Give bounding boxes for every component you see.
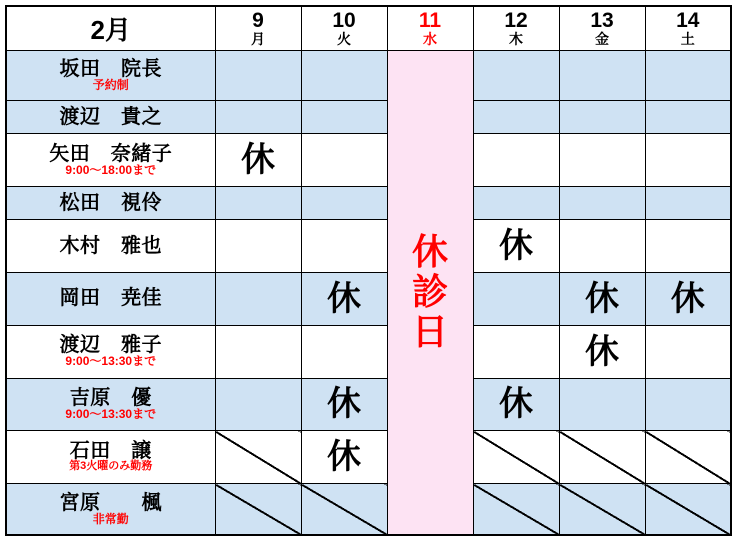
schedule-cell[interactable] [301, 50, 387, 101]
day-off-mark: 休 [327, 279, 361, 318]
schedule-cell[interactable] [645, 134, 731, 187]
staff-name-cell [6, 50, 215, 101]
staff-name: 渡辺 貴之 [59, 105, 162, 128]
day-header-14 [645, 6, 731, 50]
schedule-cell[interactable] [301, 378, 387, 431]
schedule-cell[interactable] [645, 187, 731, 220]
schedule-cell[interactable] [559, 187, 645, 220]
closed-day-char: 日 [411, 311, 448, 353]
schedule-cell[interactable] [473, 378, 559, 431]
day-number: 10 [332, 8, 356, 32]
schedule-cell[interactable] [473, 187, 559, 220]
schedule-cell[interactable] [645, 50, 731, 101]
schedule-cell[interactable] [473, 134, 559, 187]
staff-note: 9:00〜13:30まで [65, 407, 157, 422]
day-number: 13 [590, 8, 614, 32]
closed-day-char: 休 [411, 230, 448, 272]
schedule-cell[interactable] [473, 431, 559, 484]
day-weekday: 金 [595, 30, 609, 47]
schedule-cell[interactable] [301, 325, 387, 378]
table-row [6, 431, 731, 484]
day-off-mark: 休 [585, 332, 619, 371]
schedule-cell[interactable] [645, 378, 731, 431]
staff-name-cell [6, 431, 215, 484]
day-off-mark: 休 [499, 385, 533, 424]
schedule-cell[interactable] [301, 220, 387, 273]
schedule-cell[interactable] [301, 272, 387, 325]
table-row [6, 134, 731, 187]
day-off-mark: 休 [499, 227, 533, 266]
staff-name: 宮原 楓 [59, 491, 162, 514]
staff-schedule-table [5, 5, 732, 536]
schedule-cell[interactable] [301, 484, 387, 535]
staff-name-cell [6, 187, 215, 220]
day-off-mark: 休 [327, 438, 361, 477]
schedule-cell[interactable] [645, 272, 731, 325]
schedule-cell[interactable] [645, 101, 731, 134]
schedule-cell[interactable] [215, 325, 301, 378]
schedule-cell[interactable] [473, 325, 559, 378]
staff-note: 予約制 [92, 78, 129, 93]
staff-name: 渡辺 雅子 [59, 334, 162, 357]
day-number: 9 [252, 8, 264, 32]
schedule-cell[interactable] [215, 484, 301, 535]
schedule-cell[interactable] [559, 101, 645, 134]
staff-name-cell [6, 484, 215, 535]
schedule-cell[interactable] [215, 50, 301, 101]
schedule-cell[interactable] [645, 220, 731, 273]
staff-name: 松田 視伶 [59, 191, 162, 214]
closed-day-char: 診 [411, 271, 448, 313]
staff-name: 木村 雅也 [59, 234, 162, 257]
day-off-mark: 休 [670, 279, 705, 318]
staff-name-cell [6, 220, 215, 273]
day-weekday: 水 [423, 30, 437, 47]
schedule-cell[interactable] [215, 134, 301, 187]
day-weekday: 土 [680, 30, 695, 47]
day-weekday: 月 [251, 30, 265, 47]
schedule-cell[interactable] [215, 431, 301, 484]
schedule-cell[interactable] [559, 431, 645, 484]
schedule-cell[interactable] [215, 220, 301, 273]
month-label: 2月 [90, 14, 131, 45]
staff-name-cell [6, 378, 215, 431]
day-header-9 [215, 6, 301, 50]
staff-name-cell [6, 325, 215, 378]
staff-name-cell [6, 272, 215, 325]
staff-name: 石田 譲 [69, 440, 152, 463]
schedule-cell[interactable] [645, 484, 731, 535]
schedule-cell[interactable] [559, 272, 645, 325]
schedule-cell[interactable] [215, 378, 301, 431]
closed-day-cell [387, 50, 473, 535]
day-header-12 [473, 6, 559, 50]
day-off-mark: 休 [585, 279, 619, 318]
staff-name-cell [6, 134, 215, 187]
schedule-cell[interactable] [559, 50, 645, 101]
table-row [6, 187, 731, 220]
day-header-13 [559, 6, 645, 50]
schedule-cell[interactable] [559, 220, 645, 273]
staff-note: 非常勤 [92, 511, 129, 526]
schedule-cell[interactable] [559, 378, 645, 431]
staff-note: 9:00〜18:00まで [65, 162, 157, 177]
closed-day-label [388, 51, 473, 535]
staff-note: 第3火曜のみ勤務 [69, 460, 153, 473]
table-row [6, 378, 731, 431]
schedule-cell[interactable] [215, 101, 301, 134]
schedule-cell[interactable] [645, 325, 731, 378]
schedule-cell[interactable] [301, 187, 387, 220]
day-off-mark: 休 [327, 385, 361, 424]
table-row [6, 325, 731, 378]
day-header-11 [387, 6, 473, 50]
staff-name-cell [6, 101, 215, 134]
table-row [6, 50, 731, 101]
day-number: 12 [504, 8, 528, 32]
schedule-cell[interactable] [559, 134, 645, 187]
schedule-cell[interactable] [301, 134, 387, 187]
day-header-10 [301, 6, 387, 50]
staff-name: 坂田 院長 [59, 58, 162, 81]
schedule-cell[interactable] [645, 431, 731, 484]
schedule-cell[interactable] [473, 220, 559, 273]
schedule-cell[interactable] [215, 272, 301, 325]
day-weekday: 火 [337, 30, 351, 47]
staff-note: 9:00〜13:30まで [65, 354, 157, 369]
day-weekday: 木 [509, 30, 523, 47]
table-header-row [6, 6, 731, 50]
day-off-mark: 休 [241, 141, 275, 180]
schedule-cell[interactable] [473, 50, 559, 101]
schedule-cell[interactable] [473, 272, 559, 325]
schedule-cell[interactable] [215, 187, 301, 220]
table-row [6, 272, 731, 325]
staff-name: 吉原 優 [69, 387, 152, 410]
schedule-cell[interactable] [301, 101, 387, 134]
table-row [6, 101, 731, 134]
month-label-cell [6, 6, 215, 50]
schedule-cell[interactable] [559, 484, 645, 535]
schedule-cell[interactable] [473, 484, 559, 535]
schedule-cell[interactable] [301, 431, 387, 484]
day-number: 14 [676, 8, 700, 32]
staff-name: 矢田 奈緒子 [49, 142, 173, 165]
schedule-cell[interactable] [559, 325, 645, 378]
table-row [6, 220, 731, 273]
schedule-cell[interactable] [473, 101, 559, 134]
staff-name: 岡田 尭佳 [59, 287, 162, 310]
table-row [6, 484, 731, 535]
day-number: 11 [418, 8, 442, 32]
